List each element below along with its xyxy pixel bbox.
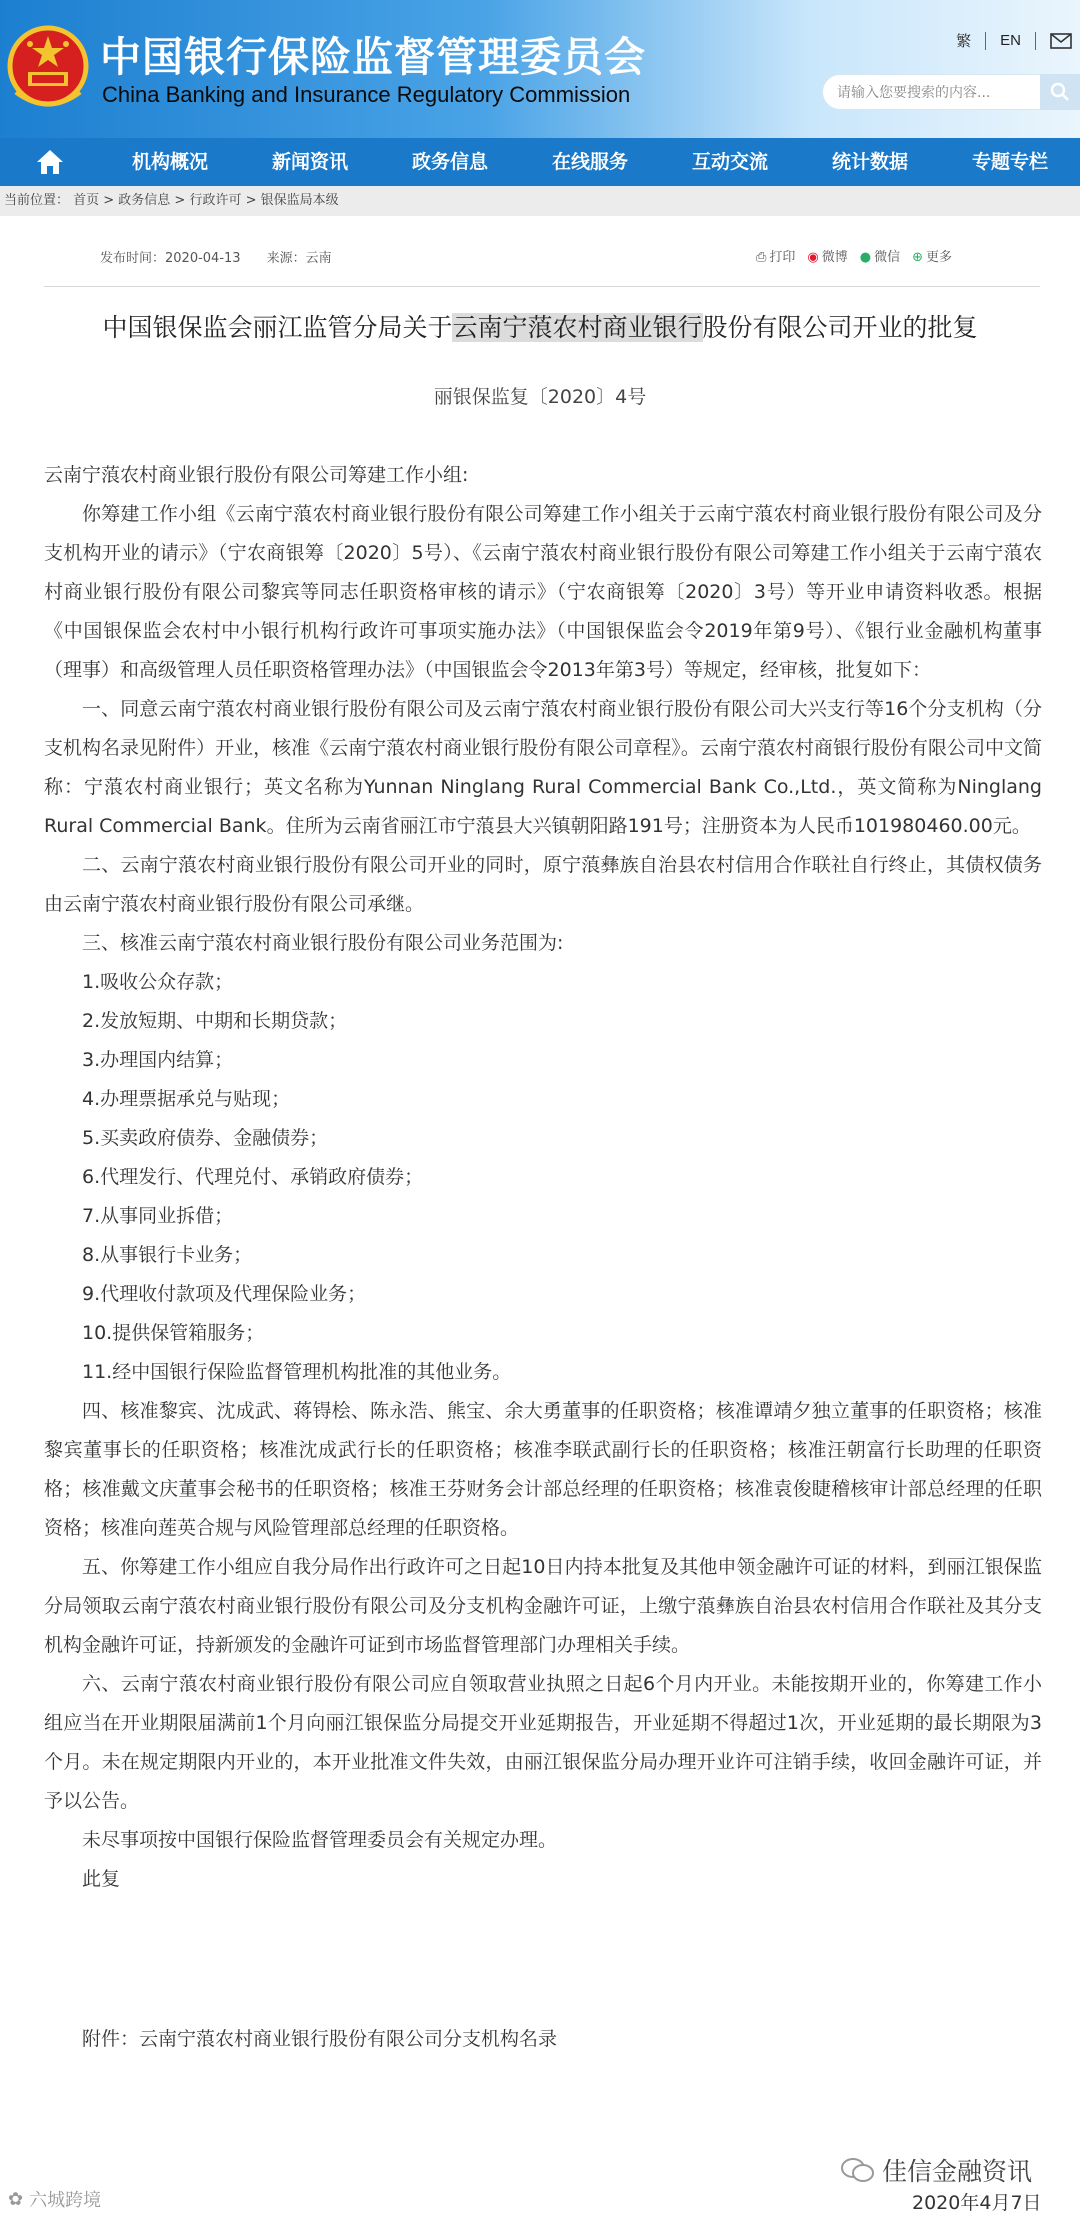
scope-item: 9.代理收付款项及代理保险业务； (82, 1283, 367, 1305)
national-emblem-icon (6, 22, 90, 114)
lang-traditional-link[interactable]: 繁 (956, 33, 972, 50)
wechat-icon (840, 2157, 874, 2183)
paragraph-1: 一、同意云南宁蒗农村商业银行股份有限公司及云南宁蒗农村商业银行股份有限公司大兴支行等16个分支机构（分支机构名录见附件）开业，核准《云南宁蒗农村商业银行股份有限公司章程》。云南宁蒗农村商银行股份有限公司中文简称：宁蒗农村商业银行；英文名称为Yunnan Ninglang Rural Commercial Bank Co.,Ltd.，英文简称为Ninglang Rural Commercial Bank。住所为云南省丽江市宁蒗县大兴镇朝阳路191号；注册资本为人民币101980460.00元。 (44, 698, 1042, 837)
paragraph-intro: 你筹建工作小组《云南宁蒗农村商业银行股份有限公司筹建工作小组关于云南宁蒗农村商业银行股份有限公司及分支机构开业的请示》（宁农商银筹〔2020〕5号）、《云南宁蒗农村商业银行股份有限公司筹建工作小组关于云南宁蒗农村商业银行股份有限公司黎宾等同志任职资格审核的请示》（宁农商银筹〔2020〕3号）等开业申请资料收悉。根据《中国银保监会农村中小银行机构行政许可事项实施办法》（中国银保监会令2019年第9号）、《银行业金融机构董事（理事）和高级管理人员任职资格管理办法》（中国银监会令2013年第3号）等规定，经审核，批复如下： (44, 503, 1042, 681)
weibo-icon: ◉ (807, 250, 819, 265)
watermark-text: 佳信金融资讯 (882, 2157, 1033, 2186)
share-bar (756, 246, 952, 265)
more-share-button[interactable] (912, 246, 952, 265)
breadcrumb[interactable]: 当前位置： 首页 > 政务信息 > 行政许可 > 银保监局本级 (0, 186, 1080, 216)
nav-item-online-services[interactable]: 在线服务 (551, 151, 628, 173)
print-label: 打印 (769, 250, 796, 265)
left-watermark-text: 六城跨境 (29, 2190, 102, 2211)
scope-item: 10.提供保管箱服务； (82, 1322, 265, 1344)
nav-item-statistics[interactable]: 统计数据 (831, 151, 908, 173)
attachment-link[interactable]: 附件：云南宁蒗农村商业银行股份有限公司分支机构名录 (82, 2028, 558, 2050)
home-icon (36, 149, 64, 175)
paragraph-6: 六、云南宁蒗农村商业银行股份有限公司应自领取营业执照之日起6个月内开业。未能按期开业的，你筹建工作小组应当在开业期限届满前1个月向丽江银保监分局提交开业延期报告，开业延期不得超过1次，开业延期的最长期限为3个月。未在规定期限内开业的，本开业批准文件失效，由丽江银保监分局办理开业许可注销手续，收回金融许可证，并予以公告。 (44, 1673, 1042, 1812)
paragraph-2: 二、云南宁蒗农村商业银行股份有限公司开业的同时，原宁蒗彝族自治县农村信用合作联社自行终止，其债权债务由云南宁蒗农村商业银行股份有限公司承继。 (44, 854, 1042, 915)
article-meta (100, 247, 332, 266)
site-header (0, 0, 1080, 138)
paragraph-closing: 未尽事项按中国银行保险监督管理委员会有关规定办理。 (82, 1829, 558, 1851)
scope-item: 7.从事同业拆借； (82, 1205, 234, 1227)
scope-item: 2.发放短期、中期和长期贷款； (82, 1010, 348, 1032)
paragraph-3: 三、核准云南宁蒗农村商业银行股份有限公司业务范围为: (82, 932, 564, 954)
nav-item-special-topics[interactable]: 专题专栏 (971, 151, 1048, 173)
paragraph-4: 四、核准黎宾、沈成武、蒋锝桧、陈永浩、熊宝、余大勇董事的任职资格；核准谭靖夕独立董事的任职资格；核准黎宾董事长的任职资格；核准沈成武行长的任职资格；核准李联武副行长的任职资格；核准汪朝富行长助理的任职资格；核准戴文庆董事会秘书的任职资格；核准王芬财务会计部总经理的任职资格；核准袁俊睫稽核审计部总经理的任职资格；核准向莲英合规与风险管理部总经理的任职资格。 (44, 1400, 1042, 1539)
document-number: 丽银保监复〔2020〕4号 (433, 386, 647, 408)
title-suffix: 股份有限公司开业的批复 (702, 313, 978, 342)
wechat-label: 微信 (874, 250, 901, 265)
nav-item-government-info[interactable]: 政务信息 (411, 151, 488, 173)
search-icon (1050, 82, 1070, 102)
logo-icon: ✿ (8, 2188, 24, 2210)
publish-time: 发布时间：2020-04-13 (100, 251, 241, 266)
site-title-cn: 中国银行保险监督管理委员会 (100, 33, 646, 81)
scope-item: 1.吸收公众存款； (82, 971, 234, 993)
weibo-label: 微博 (821, 250, 848, 265)
lang-en-link[interactable]: EN (1000, 32, 1021, 49)
print-button[interactable] (756, 246, 795, 265)
divider (985, 32, 986, 50)
search-button[interactable] (1040, 74, 1080, 110)
plus-circle-icon: ⊕ (912, 250, 924, 265)
divider (44, 286, 1040, 287)
document-date: 2020年4月7日 (912, 2192, 1042, 2214)
document-title (0, 308, 1080, 344)
mail-icon[interactable] (1050, 33, 1072, 49)
scope-item: 5.买卖政府债券、金融债券； (82, 1127, 329, 1149)
printer-icon: ⎙ (756, 250, 767, 265)
language-switcher (956, 30, 1072, 51)
scope-item: 11.经中国银行保险监督管理机构批准的其他业务。 (82, 1361, 512, 1383)
nav-item-about[interactable]: 机构概况 (131, 151, 208, 173)
article-source: 来源：云南 (266, 251, 332, 266)
scope-item: 3.办理国内结算； (82, 1049, 234, 1071)
more-label: 更多 (926, 250, 953, 265)
addressee: 云南宁蒗农村商业银行股份有限公司筹建工作小组: (44, 464, 469, 486)
document-body (44, 456, 1042, 1899)
scope-item: 8.从事银行卡业务； (82, 1244, 253, 1266)
main-nav (0, 138, 1080, 186)
nav-item-interaction[interactable]: 互动交流 (691, 151, 768, 173)
title-prefix: 中国银保监会丽江监管分局关于 (102, 313, 453, 342)
wechat-icon: ● (859, 250, 872, 265)
scope-item: 4.办理票据承兑与贴现； (82, 1088, 291, 1110)
nav-item-news[interactable]: 新闻资讯 (271, 151, 348, 173)
left-watermark (8, 2186, 101, 2212)
wechat-share-button[interactable] (860, 246, 900, 265)
nav-home[interactable] (0, 138, 100, 186)
weibo-share-button[interactable] (807, 246, 847, 265)
search-input[interactable]: 请输入您要搜索的内容... (822, 74, 1042, 110)
site-title-en: China Banking and Insurance Regulatory Commission (102, 82, 631, 107)
paragraph-5: 五、你筹建工作小组应自我分局作出行政许可之日起10日内持本批复及其他申领金融许可证的材料，到丽江银保监分局领取云南宁蒗农村商业银行股份有限公司及分支机构金融许可证，上缴宁蒗彝族自治县农村信用合作联社及其分支机构金融许可证，持新颁发的金融许可证到市场监督管理部门办理相关手续。 (44, 1556, 1042, 1656)
paragraph-sign-off: 此复 (82, 1868, 121, 1890)
title-highlight: 云南宁蒗农村商业银行 (452, 313, 703, 342)
scope-item: 6.代理发行、代理兑付、承销政府债券； (82, 1166, 424, 1188)
divider (1035, 32, 1036, 50)
watermark (840, 2152, 1032, 2188)
